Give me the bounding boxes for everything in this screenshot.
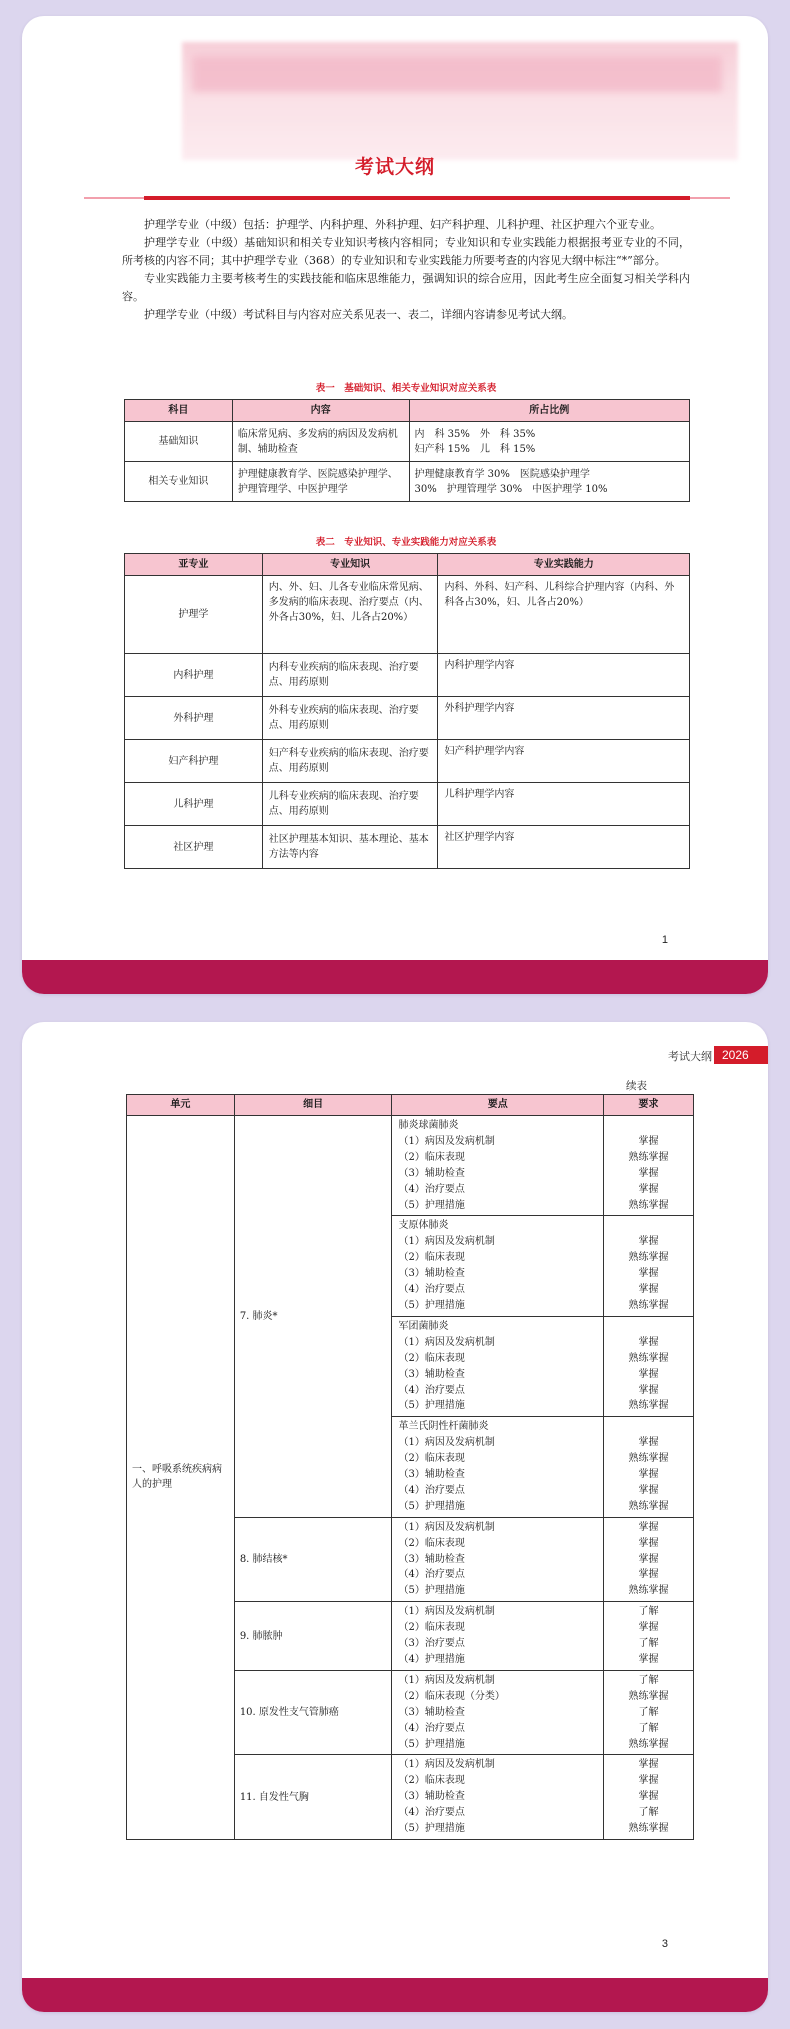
practice-cell: 社区护理学内容	[438, 826, 690, 869]
practice-cell: 内科、外科、妇产科、儿科综合护理内容（内科、外科各占30%，妇、儿各占20%）	[438, 576, 690, 654]
point-line: （1）病因及发病机制	[398, 1236, 495, 1248]
paragraph: 护理学专业（中级）基础知识和相关专业知识考核内容相同；专业知识和专业实践能力根据报考亚专业的不同，所考核的内容不同；其中护理学专业（368）的专业知识和专业实践能力所要考查的内容见大纲中标注“*”部分。	[122, 236, 690, 267]
requirement-line: 熟练掌握	[628, 1453, 669, 1465]
point-line: （4）护理措施	[398, 1654, 465, 1665]
paragraph: 护理学专业（中级）考试科目与内容对应关系见表一、表二，详细内容请参见考试大纲。	[144, 308, 573, 321]
point-line: （4）治疗要点	[398, 1183, 465, 1195]
table-header: 专业知识	[262, 554, 438, 576]
page-2	[22, 1022, 768, 2012]
requirement-line: 熟练掌握	[628, 1352, 669, 1364]
point-line: （4）治疗要点	[398, 1484, 465, 1496]
table-row	[125, 576, 690, 654]
requirement-cell	[604, 1417, 694, 1517]
point-line: （3）辅助检查	[398, 1706, 465, 1718]
point-line: （3）治疗要点	[398, 1638, 465, 1650]
blurred-header-strip	[192, 56, 722, 92]
requirement-line: 掌握	[638, 1654, 659, 1665]
requirement-line: 掌握	[638, 1759, 659, 1771]
requirement-line: 掌握	[638, 1284, 659, 1296]
ratio-cell	[409, 462, 690, 502]
disease-title: 肺炎球菌肺炎	[398, 1120, 459, 1131]
requirement-line: 掌握	[638, 1484, 659, 1496]
table-header: 要求	[604, 1095, 694, 1116]
ratio-line: 内 科 35% 外 科 35%	[414, 428, 536, 440]
point-line: （1）病因及发病机制	[398, 1674, 495, 1686]
ratio-cell	[409, 422, 690, 462]
knowledge-cell: 妇产科专业疾病的临床表现、治疗要点、用药原则	[262, 740, 438, 783]
footer-band	[22, 1978, 768, 2012]
table2	[124, 553, 690, 869]
point-line: （3）辅助检查	[398, 1167, 465, 1179]
running-header: 考试大纲	[668, 1050, 712, 1063]
point-line: （2）临床表现	[398, 1151, 465, 1163]
content-cell: 临床常见病、多发病的病因及发病机制、辅助检查	[232, 422, 409, 462]
requirement-line: 熟练掌握	[628, 1500, 669, 1512]
table-header: 科目	[125, 400, 233, 422]
requirement-line: 熟练掌握	[628, 1823, 669, 1835]
requirement-line: 掌握	[638, 1791, 659, 1803]
point-line: （3）辅助检查	[398, 1368, 465, 1380]
practice-cell: 妇产科护理学内容	[438, 740, 690, 783]
points-cell	[392, 1602, 604, 1671]
subspecialty-cell: 护理学	[125, 576, 263, 654]
points-cell	[392, 1517, 604, 1602]
requirement-cell	[604, 1216, 694, 1316]
table-header: 细目	[234, 1095, 392, 1116]
point-line: （2）临床表现（分类）	[398, 1690, 505, 1702]
point-line: （2）临床表现	[398, 1622, 465, 1634]
table-row	[125, 654, 690, 697]
requirement-line: 掌握	[638, 1537, 659, 1549]
item-cell: 7. 肺炎*	[234, 1116, 392, 1518]
point-line: （5）护理措施	[398, 1823, 465, 1835]
disease-title: 军团菌肺炎	[398, 1320, 449, 1332]
point-line: （1）病因及发病机制	[398, 1606, 495, 1618]
point-line: （1）病因及发病机制	[398, 1135, 495, 1147]
requirement-line: 掌握	[638, 1384, 659, 1396]
point-line: （5）护理措施	[398, 1738, 465, 1750]
knowledge-cell: 儿科专业疾病的临床表现、治疗要点、用药原则	[262, 783, 438, 826]
requirement-line: 掌握	[638, 1553, 659, 1565]
requirement-line: 了解	[638, 1722, 659, 1734]
requirement-line: 熟练掌握	[628, 1299, 669, 1311]
item-cell: 9. 肺脓肿	[234, 1602, 392, 1671]
title-rule-left	[84, 197, 144, 199]
item-cell: 8. 肺结核*	[234, 1517, 392, 1602]
year-tag: 2026	[714, 1046, 768, 1064]
requirement-line: 了解	[638, 1807, 659, 1819]
point-line: （2）临床表现	[398, 1252, 465, 1264]
subject-cell: 基础知识	[125, 422, 233, 462]
table-row	[125, 697, 690, 740]
subspecialty-cell: 外科护理	[125, 697, 263, 740]
table-header: 所占比例	[409, 400, 690, 422]
table-row	[125, 462, 690, 502]
table-row	[125, 783, 690, 826]
paragraph: 专业实践能力主要考核考生的实践技能和临床思维能力，强调知识的综合应用，因此考生应全面复习相关学科内容。	[122, 272, 690, 303]
requirement-cell	[604, 1517, 694, 1602]
knowledge-cell: 社区护理基本知识、基本理论、基本方法等内容	[262, 826, 438, 869]
table1	[124, 399, 690, 502]
knowledge-cell: 外科专业疾病的临床表现、治疗要点、用药原则	[262, 697, 438, 740]
point-line: （3）辅助检查	[398, 1268, 465, 1280]
requirement-line: 掌握	[638, 1775, 659, 1787]
requirement-line: 掌握	[638, 1268, 659, 1280]
points-cell	[392, 1116, 604, 1216]
requirement-line: 掌握	[638, 1469, 659, 1481]
requirement-line: 掌握	[638, 1368, 659, 1380]
practice-cell: 儿科护理学内容	[438, 783, 690, 826]
table2-caption: 表二 专业知识、专业实践能力对应关系表	[315, 537, 497, 548]
knowledge-cell: 内科专业疾病的临床表现、治疗要点、用药原则	[262, 654, 438, 697]
table-header: 专业实践能力	[438, 554, 690, 576]
subspecialty-cell: 儿科护理	[125, 783, 263, 826]
requirement-line: 熟练掌握	[628, 1690, 669, 1702]
point-line: （2）临床表现	[398, 1775, 465, 1787]
points-cell	[392, 1216, 604, 1316]
footer-band	[22, 960, 768, 994]
requirement-line: 掌握	[638, 1622, 659, 1634]
subspecialty-cell: 内科护理	[125, 654, 263, 697]
point-line: （2）临床表现	[398, 1537, 465, 1549]
table-row	[127, 1116, 694, 1216]
knowledge-cell: 内、外、妇、儿各专业临床常见病、多发病的临床表现、治疗要点（内、外各占30%，妇、儿各占20%）	[262, 576, 438, 654]
point-line: （4）治疗要点	[398, 1722, 465, 1734]
requirement-line: 了解	[638, 1674, 659, 1686]
subspecialty-cell: 妇产科护理	[125, 740, 263, 783]
table-row	[125, 740, 690, 783]
page-1	[22, 16, 768, 994]
ratio-line: 30% 护理管理学 30% 中医护理学 10%	[414, 483, 608, 495]
point-line: （2）临床表现	[398, 1352, 465, 1364]
point-line: （1）病因及发病机制	[398, 1437, 495, 1449]
page-title: 考试大纲	[354, 156, 435, 178]
requirement-cell	[604, 1755, 694, 1840]
intro-text	[122, 216, 690, 324]
syllabus-table	[126, 1094, 694, 1840]
requirement-cell	[604, 1670, 694, 1755]
points-cell	[392, 1755, 604, 1840]
page-number: 3	[661, 1938, 668, 1950]
disease-title: 支原体肺炎	[398, 1220, 449, 1232]
practice-cell: 外科护理学内容	[438, 697, 690, 740]
point-line: （3）辅助检查	[398, 1469, 465, 1481]
requirement-line: 掌握	[638, 1135, 659, 1147]
spacer	[610, 1419, 687, 1435]
practice-cell: 内科护理学内容	[438, 654, 690, 697]
point-line: （5）护理措施	[398, 1199, 465, 1211]
point-line: （4）治疗要点	[398, 1569, 465, 1581]
item-cell: 11. 自发性气胸	[234, 1755, 392, 1840]
table-row	[125, 826, 690, 869]
syllabus-body	[127, 1116, 694, 1840]
point-line: （3）辅助检查	[398, 1791, 465, 1803]
ratio-line: 护理健康教育学 30% 医院感染护理学	[414, 468, 590, 480]
requirement-line: 掌握	[638, 1569, 659, 1581]
disease-title: 革兰氏阴性杆菌肺炎	[398, 1421, 489, 1433]
points-cell	[392, 1316, 604, 1416]
requirement-cell	[604, 1116, 694, 1216]
table-row	[125, 422, 690, 462]
point-line: （5）护理措施	[398, 1500, 465, 1512]
requirement-line: 了解	[638, 1638, 659, 1650]
point-line: （1）病因及发病机制	[398, 1336, 495, 1348]
unit-cell: 一、呼吸系统疾病病人的护理	[127, 1116, 235, 1840]
requirement-line: 熟练掌握	[628, 1151, 669, 1163]
point-line: （3）辅助检查	[398, 1553, 465, 1565]
requirement-line: 了解	[638, 1706, 659, 1718]
spacer	[610, 1319, 687, 1335]
point-line: （4）治疗要点	[398, 1284, 465, 1296]
item-cell: 10. 原发性支气管肺癌	[234, 1670, 392, 1755]
point-line: （4）治疗要点	[398, 1807, 465, 1819]
spacer	[610, 1218, 687, 1234]
requirement-cell	[604, 1316, 694, 1416]
spacer	[610, 1118, 687, 1134]
requirement-line: 熟练掌握	[628, 1400, 669, 1412]
requirement-cell	[604, 1602, 694, 1671]
requirement-line: 熟练掌握	[628, 1738, 669, 1750]
point-line: （1）病因及发病机制	[398, 1759, 495, 1771]
point-line: （5）护理措施	[398, 1585, 465, 1597]
point-line: （5）护理措施	[398, 1400, 465, 1412]
points-cell	[392, 1670, 604, 1755]
subspecialty-cell: 社区护理	[125, 826, 263, 869]
table-header: 亚专业	[125, 554, 263, 576]
requirement-line: 熟练掌握	[628, 1199, 669, 1211]
requirement-line: 掌握	[638, 1183, 659, 1195]
title-rule	[144, 196, 690, 200]
table-header: 单元	[127, 1095, 235, 1116]
content-cell: 护理健康教育学、医院感染护理学、护理管理学、中医护理学	[232, 462, 409, 502]
requirement-line: 熟练掌握	[628, 1252, 669, 1264]
table-header: 内容	[232, 400, 409, 422]
requirement-line: 掌握	[638, 1437, 659, 1449]
point-line: （5）护理措施	[398, 1299, 465, 1311]
requirement-line: 掌握	[638, 1236, 659, 1248]
requirement-line: 了解	[638, 1606, 659, 1618]
point-line: （4）治疗要点	[398, 1384, 465, 1396]
page-number: 1	[661, 934, 668, 946]
table1-caption: 表一 基础知识、相关专业知识对应关系表	[315, 383, 497, 394]
point-line: （1）病因及发病机制	[398, 1521, 495, 1533]
requirement-line: 掌握	[638, 1167, 659, 1179]
ratio-line: 妇产科 15% 儿 科 15%	[414, 443, 536, 455]
title-rule-right	[690, 197, 730, 199]
continued-label: 续表	[626, 1080, 647, 1092]
point-line: （2）临床表现	[398, 1453, 465, 1465]
points-cell	[392, 1417, 604, 1517]
requirement-line: 掌握	[638, 1521, 659, 1533]
paragraph: 护理学专业（中级）包括：护理学、内科护理、外科护理、妇产科护理、儿科护理、社区护理六个亚专业。	[144, 218, 661, 231]
requirement-line: 掌握	[638, 1336, 659, 1348]
requirement-line: 熟练掌握	[628, 1585, 669, 1597]
table-header: 要点	[392, 1095, 604, 1116]
subject-cell: 相关专业知识	[125, 462, 233, 502]
